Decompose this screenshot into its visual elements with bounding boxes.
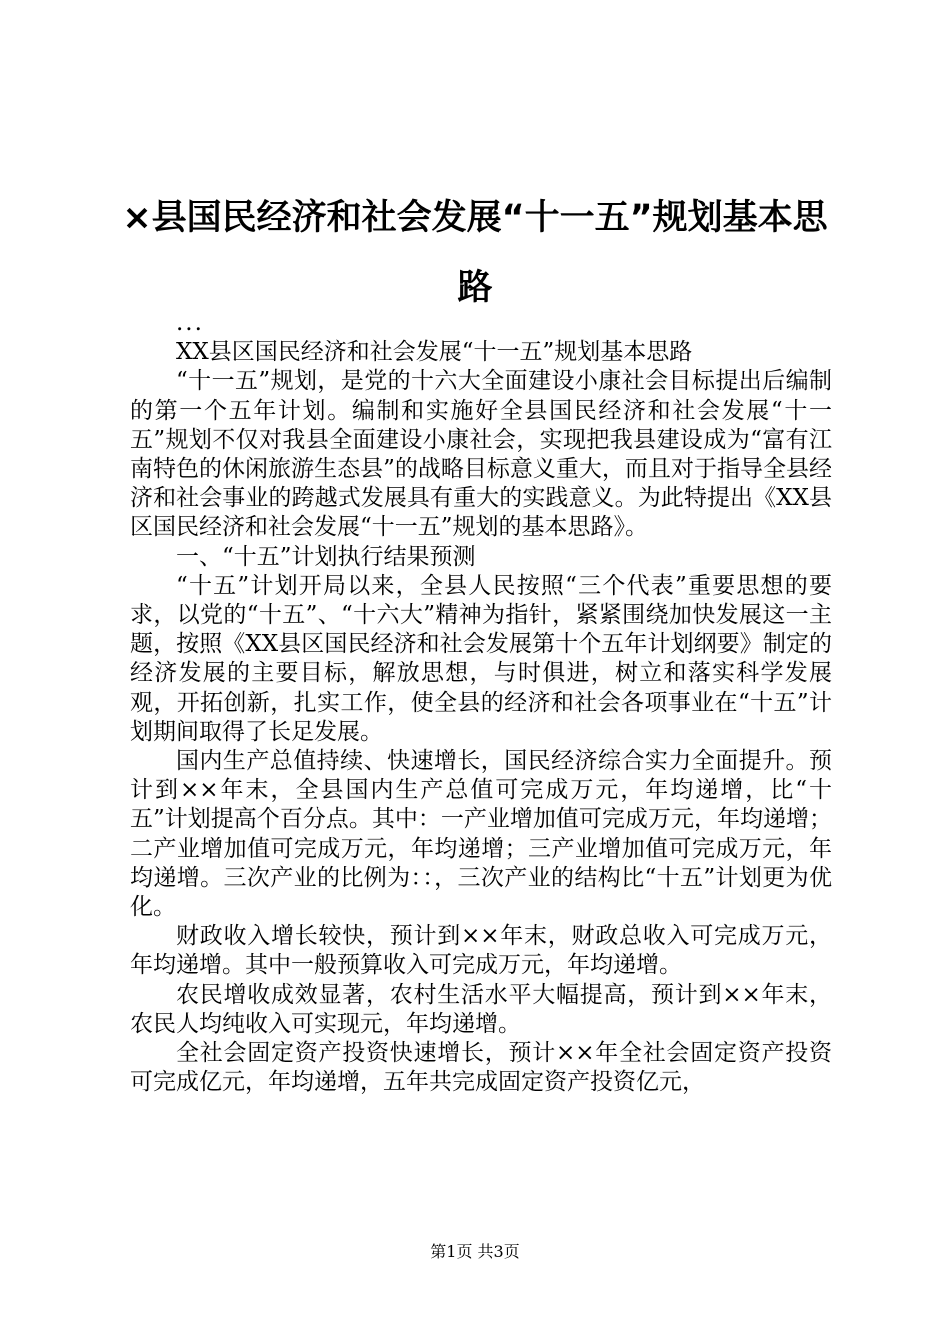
section-heading: 一、“十五”计划执行结果预测 (176, 543, 476, 570)
paragraph-investment: 全社会固定资产投资快速增长，预计××年全社会固定资产投资可完成亿元，年均递增，五年共完成固定资产投资亿元， (130, 1040, 832, 1096)
document-body (130, 309, 832, 1097)
paragraph-subtitle: XX县区国民经济和社会发展“十一五”规划基本思路 (176, 339, 693, 366)
paragraph-overview: “十五”计划开局以来，全县人民按照“三个代表”重要思想的要求，以党的“十五”、“十六大”精神为指针，紧紧围绕加快发展这一主题，按照《XX县区国民经济和社会发展第十个五年计划纲要》制定的经济发展的主要目标，解放思想，与时俱进，树立和落实科学发展观，开拓创新，扎实工作，使全县的经济和社会各项事业在“十五”计划期间取得了长足发展。 (130, 572, 832, 745)
paragraph-gdp: 国内生产总值持续、快速增长，国民经济综合实力全面提升。预计到××年末，全县国内生产总值可完成万元，年均递增，比“十五”计划提高个百分点。其中：一产业增加值可完成万元，年均递增；二产业增加值可完成万元，年均递增；三产业增加值可完成万元，年均递增。三次产业的比例为：：，三次产业的结构比“十五”计划更为优化。 (130, 748, 832, 921)
paragraph-fiscal: 财政收入增长较快，预计到××年末，财政总收入可完成万元，年均递增。其中一般预算收入可完成万元，年均递增。 (130, 923, 832, 979)
document-title: ×县国民经济和社会发展“十一五”规划基本思路 (122, 198, 828, 308)
paragraph-intro: “十一五”规划，是党的十六大全面建设小康社会目标提出后编制的第一个五年计划。编制和实施好全县国民经济和社会发展“十一五”规划不仅对我县全面建设小康社会，实现把我县建设成为“富有江南特色的休闲旅游生态县”的战略目标意义重大，而且对于指导全县经济和社会事业的跨越式发展具有重大的实践意义。为此特提出《XX县区国民经济和社会发展“十一五”规划的基本思路》。 (130, 368, 832, 541)
paragraph-farmers: 农民增收成效显著，农村生活水平大幅提高，预计到××年末，农民人均纯收入可实现元，年均递增。 (130, 981, 832, 1037)
paragraph-ellipsis: ... (176, 310, 204, 336)
page-footer: 第1页 共3页 (430, 1242, 520, 1261)
